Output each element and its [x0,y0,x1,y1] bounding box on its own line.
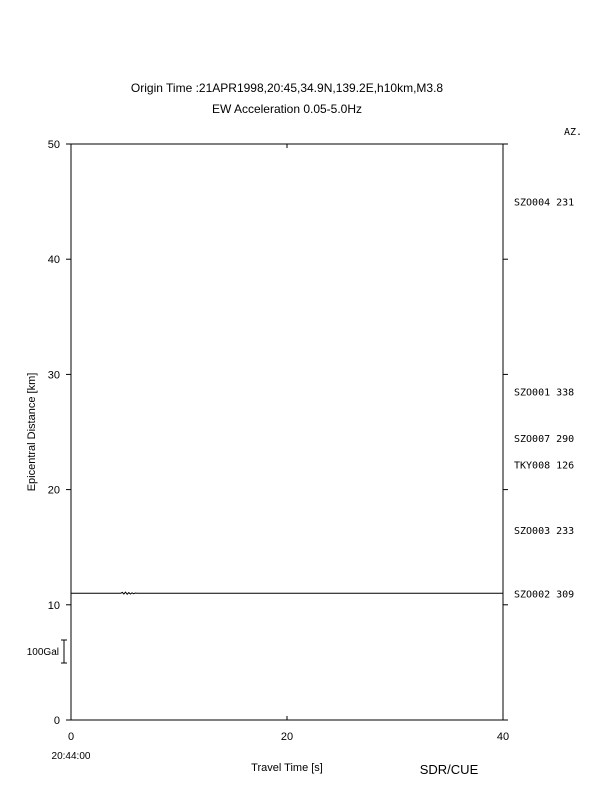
y-tick-label: 0 [53,715,60,727]
station-label: TKY008 126 [514,460,575,472]
x-axis [68,144,509,743]
scale-bar-label: 100Gal [26,647,59,658]
station-labels [514,198,574,601]
y-tick-label: 30 [47,369,60,382]
y-tick-label: 50 [47,139,60,151]
station-label: SZO004 231 [514,197,575,209]
y-tick-label: 20 [47,484,60,497]
chart-title: Origin Time :21APR1998,20:45,34.9N,139.2E,h10km,M3.8 [130,81,444,95]
x-tick-label: 0 [67,731,75,743]
y-axis [48,139,508,727]
y-tick-label: 40 [47,254,60,267]
x-tick-label: 40 [496,731,510,743]
y-axis-label: Epicentral Distance [km] [26,372,38,492]
credit-label: SDR/CUE [419,762,479,777]
azimuth-header: AZ. [564,127,583,138]
trace-group [71,592,503,594]
x-axis-label: Travel Time [s] [251,762,323,774]
chart-subtitle: EW Acceleration 0.05-5.0Hz [211,102,363,116]
station-label: SZO002 309 [514,589,575,601]
scale-bar [27,640,67,663]
plot-frame [71,144,503,720]
x-tick-label: 20 [280,731,294,743]
station-label: SZO007 290 [514,433,575,445]
start-time-label: 20:44:00 [51,751,91,762]
y-tick-label: 10 [47,599,60,612]
trace-szo002 [71,592,503,594]
station-label: SZO001 338 [514,387,575,399]
station-label: SZO003 233 [514,525,575,537]
